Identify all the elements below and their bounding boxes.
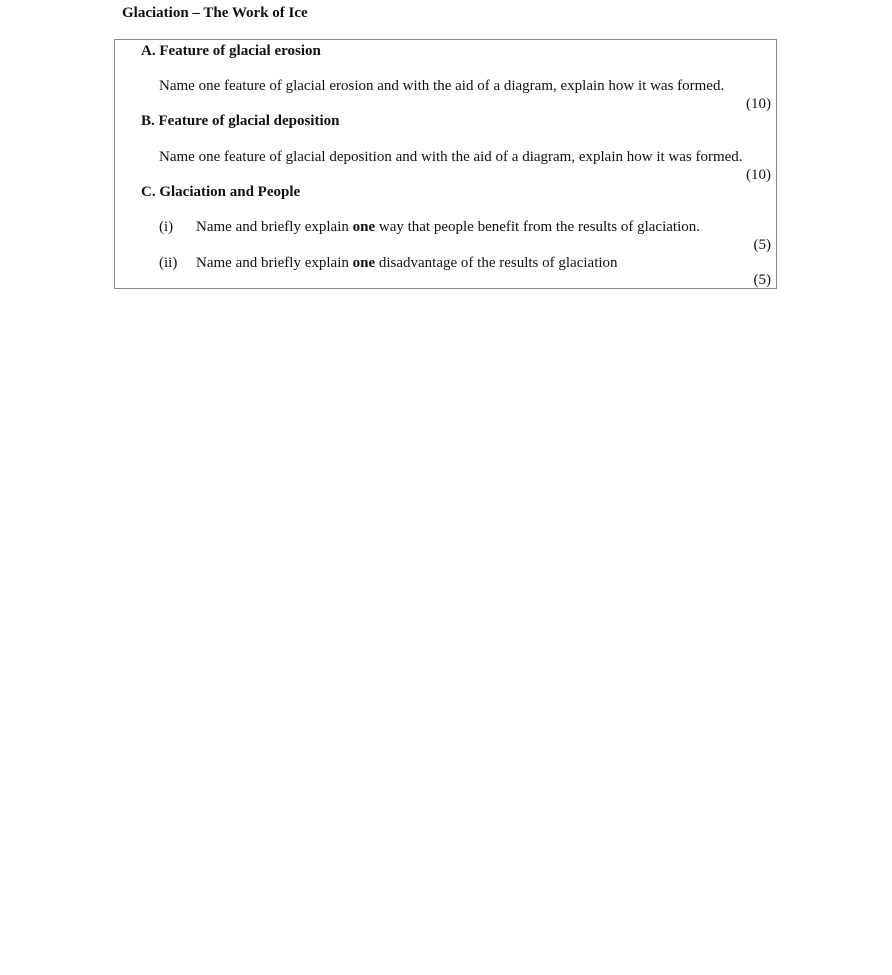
question-text: way that people benefit from the results of glaciation. (375, 219, 701, 235)
section-c-heading: C. Glaciation and People (141, 184, 301, 200)
question-text: disadvantage of the results of glaciation (375, 255, 618, 271)
emphasis-text: one (352, 219, 376, 235)
section-b-question: Name one feature of glacial deposition and with the aid of a diagram, explain how it was formed. (159, 149, 743, 165)
question-text: Name and briefly explain (196, 219, 353, 235)
question-text: Name and briefly explain (196, 255, 353, 271)
section-c-item-i-marks: (5) (753, 237, 771, 253)
section-a-marks: (10) (746, 96, 771, 112)
section-c-item-ii-marks: (5) (753, 272, 771, 288)
page-title: Glaciation – The Work of Ice (122, 5, 308, 21)
section-a-question: Name one feature of glacial erosion and with the aid of a diagram, explain how it was formed. (159, 78, 725, 94)
section-c-item-ii-numeral: (ii) (159, 255, 178, 271)
section-b-heading: B. Feature of glacial deposition (141, 113, 340, 129)
emphasis-text: one (352, 255, 376, 271)
question-box (114, 39, 777, 289)
section-a-heading: A. Feature of glacial erosion (141, 43, 321, 59)
section-c-item-ii-question (196, 254, 618, 272)
section-b-marks: (10) (746, 167, 771, 183)
section-c-item-i-question (196, 218, 700, 236)
section-c-item-i-numeral: (i) (159, 219, 174, 235)
